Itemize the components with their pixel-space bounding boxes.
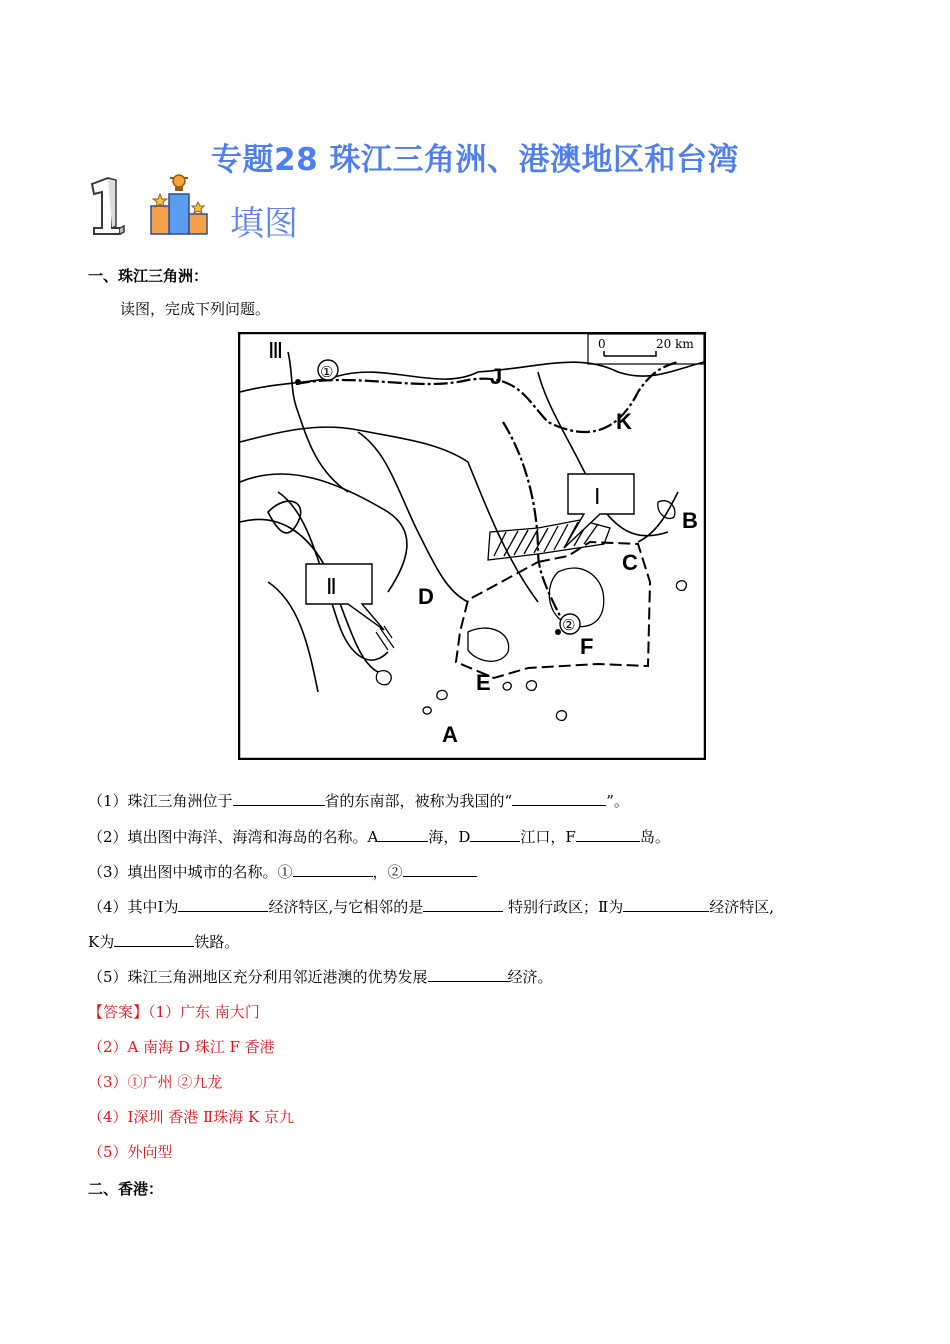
city-2-dot (555, 629, 561, 635)
map-label-2: ② (562, 616, 576, 634)
map-label-I: Ⅰ (594, 484, 601, 509)
map-label-A: A (442, 722, 458, 747)
page-title: 专题28 珠江三角洲、港澳地区和台湾 (211, 142, 739, 178)
question-5: （5）珠江三角洲地区充分利用邻近港澳的优势发展 经济。 (88, 968, 553, 986)
blank[interactable] (623, 897, 709, 912)
blank[interactable] (423, 897, 503, 912)
map-label-III: Ⅲ (268, 338, 284, 363)
section-label: 填图 (230, 204, 298, 244)
blank[interactable] (293, 862, 373, 877)
map-label-1: ① (320, 363, 334, 381)
answer-line-4: （4）Ⅰ深圳 香港 Ⅱ珠海 K 京九 (88, 1108, 294, 1126)
map-label-C: C (622, 550, 638, 575)
map-label-K: K (616, 409, 632, 434)
blank[interactable] (233, 791, 325, 806)
blank[interactable] (576, 827, 640, 842)
blank[interactable] (470, 827, 520, 842)
question-1: （1）珠江三角洲位于 省的东南部，被称为我国的“ ”。 (88, 792, 629, 810)
map-label-F: F (580, 634, 594, 659)
question-4-cont: K为 铁路。 (88, 933, 240, 951)
question-3: （3）填出图中城市的名称。① ，② (88, 861, 477, 882)
part1-heading: 一、珠江三角洲： (88, 267, 209, 285)
blank[interactable] (378, 827, 428, 842)
map-label-B: B (682, 508, 698, 533)
scale-label: 20 km (656, 337, 694, 351)
question-4: （4）其中Ⅰ为 经济特区,与它相邻的是 特别行政区；Ⅱ为 经济特区, (88, 898, 775, 916)
map-label-D: D (418, 584, 434, 609)
blank[interactable] (178, 897, 268, 912)
answer-line-3: （3）①广州 ②九龙 (88, 1073, 223, 1091)
blank[interactable] (512, 791, 606, 806)
scale-zero: 0 (598, 337, 606, 351)
part2-heading: 二、香港： (88, 1180, 164, 1198)
part1-intro: 读图，完成下列问题。 (120, 300, 271, 318)
pearl-river-delta-map (238, 332, 706, 760)
question-2: （2）填出图中海洋、海湾和海岛的名称。A 海，D 江口，F 岛。 (88, 828, 670, 846)
answer-line-2: （2）A 南海 D 珠江 F 香港 (88, 1038, 275, 1056)
podium-trophy-icon (146, 172, 212, 238)
section-header (86, 172, 486, 242)
number-one-icon (86, 174, 130, 236)
blank[interactable] (428, 967, 508, 982)
blank[interactable] (114, 932, 194, 947)
answer-line-1: 【答案】（1）广东 南大门 (88, 1003, 260, 1021)
map-label-E: E (476, 670, 491, 695)
answer-line-5: （5）外向型 (88, 1143, 173, 1161)
blank[interactable] (403, 862, 477, 877)
map-label-II: Ⅱ (326, 574, 337, 599)
map-label-J: J (490, 364, 503, 389)
city-1-dot (295, 379, 301, 385)
